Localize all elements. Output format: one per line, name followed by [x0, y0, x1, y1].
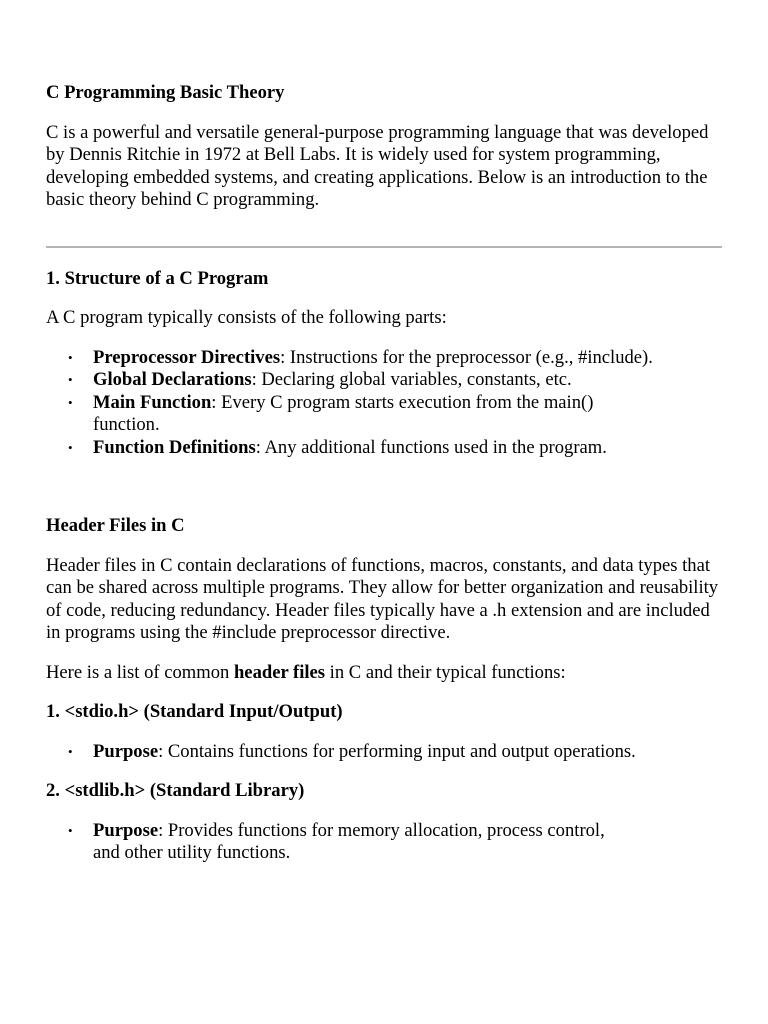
list-item-term: Global Declarations — [93, 369, 252, 390]
intro-paragraph: C is a powerful and versatile general-purpose programming language that was developed by Dennis Ritchie in 1972 at Bell Labs. It is widely used for system programming, developing embedded systems, and creating applications. Below is an introduction to the basic theory behind C programming. — [46, 121, 709, 210]
document-title: C Programming Basic Theory — [46, 82, 285, 103]
list-item — [93, 741, 722, 764]
section2-text: Header files in C contain declarations of functions, macros, constants, and data types that can be shared across multiple programs. They allow for better organization and reusability of code, reducing redundancy. Header files typically have a .h extension and are included in programs using the #include preprocessor directive. — [46, 554, 719, 643]
stdio-heading: 1. <stdio.h> (Standard Input/Output) — [46, 701, 343, 722]
section1-text: A C program typically consists of the following parts: — [46, 307, 447, 328]
section2-heading: Header Files in C — [46, 515, 185, 536]
stdio-list — [46, 741, 722, 764]
purpose-label: Purpose — [93, 819, 159, 841]
stdlib-heading: 2. <stdlib.h> (Standard Library) — [46, 780, 305, 801]
list-item-desc: : Instructions for the preprocessor (e.g., #include). — [280, 346, 653, 368]
list-item-desc: : Every C program starts execution from the main() function. — [93, 391, 594, 435]
list-item-term: Preprocessor Directives — [93, 346, 281, 368]
program-parts-list — [46, 347, 722, 460]
list-item — [93, 437, 722, 460]
intro-text-bold: header files — [233, 661, 326, 683]
section-divider — [46, 246, 722, 248]
purpose-label: Purpose — [93, 740, 159, 762]
list-item — [93, 369, 722, 392]
intro-text-start: Here is a list of common — [46, 661, 234, 683]
list-item — [93, 347, 722, 370]
list-item-desc: : Declaring global variables, constants, etc. — [251, 369, 572, 390]
list-item — [93, 820, 722, 865]
section1-heading: 1. Structure of a C Program — [46, 267, 269, 289]
purpose-text: : Provides functions for memory allocation, process control, and other utility functions. — [93, 819, 605, 863]
list-item-term: Function Definitions — [93, 436, 256, 458]
intro-text-end: in C and their typical functions: — [325, 661, 566, 683]
header-list-intro — [46, 662, 722, 685]
stdlib-list — [46, 820, 722, 865]
list-item-term: Main Function — [93, 391, 212, 413]
purpose-text: : Contains functions for performing input and output operations. — [158, 740, 636, 762]
list-item-desc: : Any additional functions used in the program. — [255, 436, 607, 458]
list-item — [93, 392, 722, 437]
